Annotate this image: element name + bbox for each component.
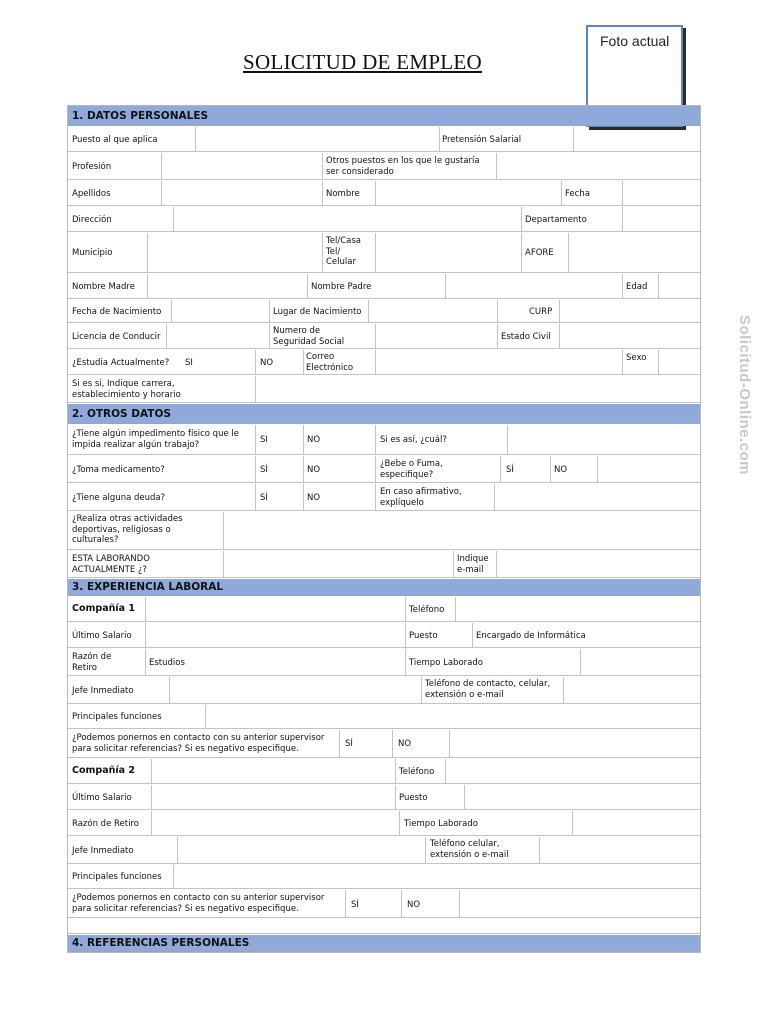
row-municipio <box>68 233 700 273</box>
row-salario-2 <box>68 785 700 810</box>
pretension-field[interactable] <box>574 130 698 148</box>
telefono-2-field[interactable] <box>446 762 698 780</box>
row-compania-2 <box>68 759 700 784</box>
row-referencias-2 <box>68 890 700 918</box>
application-form <box>67 105 701 953</box>
label-funciones-2: Principales funciones <box>72 872 162 882</box>
referencias-1-field[interactable] <box>450 733 698 754</box>
option-impedimento-no[interactable]: NO <box>307 435 321 445</box>
row-apellidos <box>68 181 700 206</box>
option-medicamento-no[interactable]: NO <box>307 465 321 475</box>
label-tiempo-laborado-1: Tiempo Laborado <box>409 658 483 668</box>
row-retiro-1 <box>68 649 700 676</box>
label-deuda: ¿Tiene alguna deuda? <box>72 493 166 503</box>
nss-field[interactable] <box>376 327 496 345</box>
label-lugar-nacimiento: Lugar de Nacimiento <box>273 307 362 317</box>
row-licencia <box>68 324 700 349</box>
licencia-field[interactable] <box>167 327 268 345</box>
label-funciones-1: Principales funciones <box>72 712 162 722</box>
label-estudia: ¿Estudia Actualmente? <box>72 358 170 368</box>
tel-contacto-1-field[interactable] <box>564 680 698 700</box>
jefe-2-field[interactable] <box>178 840 424 860</box>
apellidos-field[interactable] <box>162 184 321 202</box>
row-padres <box>68 274 700 299</box>
label-estado-civil: Estado Civil <box>501 332 551 342</box>
option-medicamento-si[interactable]: SÍ <box>260 465 268 475</box>
row-deuda <box>68 484 700 511</box>
label-compania-2: Compañía 2 <box>72 765 135 776</box>
label-razon-retiro-2: Razón de Retiro <box>72 819 139 829</box>
label-puesto-2: Puesto <box>399 793 428 803</box>
actividades-field[interactable] <box>224 515 698 546</box>
label-telefono-2: Teléfono <box>399 767 435 777</box>
sexo-field[interactable] <box>659 353 698 371</box>
section-referencias-personales: 4. REFERENCIAS PERSONALES <box>68 935 700 952</box>
label-jefe-1: Jefe Inmediato <box>72 686 134 696</box>
label-curp: CURP <box>529 307 553 317</box>
option-deuda-si[interactable]: SÍ <box>260 493 268 503</box>
label-correo: Correo Electrónico <box>306 352 354 373</box>
label-nombre-padre: Nombre Padre <box>311 282 372 292</box>
label-actividades: ¿Realiza otras actividades deportivas, religiosas o culturales? <box>72 514 183 545</box>
compania-1-field[interactable] <box>146 600 404 618</box>
label-razon-retiro-1: Razón de Retiro <box>72 652 112 673</box>
label-municipio: Municipio <box>72 248 113 258</box>
funciones-1-field[interactable] <box>206 708 698 725</box>
label-licencia: Licencia de Conducir <box>72 332 161 342</box>
label-nombre: Nombre <box>326 189 360 199</box>
label-profesion: Profesión <box>72 162 112 172</box>
row-estudia <box>68 350 700 375</box>
label-jefe-2: Jefe Inmediato <box>72 846 134 856</box>
label-puesto-1: Puesto <box>409 631 438 641</box>
estado-civil-field[interactable] <box>560 327 698 345</box>
puesto-field[interactable] <box>196 130 438 148</box>
option-bebe-no[interactable]: NO <box>554 465 568 475</box>
label-cual: Si es así, ¿cuál? <box>380 435 447 445</box>
row-referencias-1 <box>68 730 700 758</box>
correo-field[interactable] <box>376 353 621 371</box>
option-referencias-1-no[interactable]: NO <box>398 739 412 749</box>
label-fecha: Fecha <box>565 189 590 199</box>
row-impedimento <box>68 425 700 455</box>
option-estudia-no[interactable]: NO <box>260 358 274 368</box>
laborando-field[interactable] <box>224 554 452 574</box>
row-puesto <box>68 127 700 152</box>
tel-celular-2-field[interactable] <box>540 840 698 860</box>
funciones-2-field[interactable] <box>174 868 698 885</box>
curp-field[interactable] <box>560 303 698 319</box>
option-deuda-no[interactable]: NO <box>307 493 321 503</box>
telefono-field[interactable] <box>376 236 520 269</box>
label-bebe-fuma: ¿Bebe o Fuma, especifique? <box>380 459 443 480</box>
cual-field[interactable] <box>508 428 698 451</box>
label-referencias-2: ¿Podemos ponernos en contacto con su anterior supervisor para solicitar referencias? Si es negativo especifique. <box>72 893 325 914</box>
option-referencias-1-si[interactable]: SÍ <box>345 739 353 749</box>
compania-2-field[interactable] <box>152 762 394 780</box>
jefe-1-field[interactable] <box>170 680 420 700</box>
label-nombre-madre: Nombre Madre <box>72 282 135 292</box>
label-ultimo-salario-1: Último Salario <box>72 631 132 641</box>
fecha-nacimiento-field[interactable] <box>172 303 268 319</box>
option-bebe-si[interactable]: SÍ <box>506 465 514 475</box>
label-impedimento: ¿Tiene algún impedimento físico que le impida realizar algún trabajo? <box>72 429 239 450</box>
label-afore: AFORE <box>525 248 554 258</box>
label-ultimo-salario-2: Último Salario <box>72 793 132 803</box>
label-nss: Numero de Seguridad Social <box>273 326 345 347</box>
label-tiempo-laborado-2: Tiempo Laborado <box>404 819 478 829</box>
section-datos-personales: 1. DATOS PERSONALES <box>68 106 700 126</box>
label-puesto: Puesto al que aplica <box>72 135 158 145</box>
option-impedimento-si[interactable]: SI <box>260 435 268 445</box>
section-otros-datos: 2. OTROS DATOS <box>68 404 700 424</box>
razon-retiro-2-field[interactable] <box>152 814 398 832</box>
row-jefe-1 <box>68 677 700 704</box>
profesion-field[interactable] <box>162 156 321 176</box>
nombre-madre-field[interactable] <box>148 277 306 295</box>
carrera-field[interactable] <box>256 379 698 399</box>
label-fecha-nacimiento: Fecha de Nacimiento <box>72 307 162 317</box>
row-carrera <box>68 376 700 403</box>
ultimo-salario-2-field[interactable] <box>152 788 394 806</box>
email-field[interactable] <box>497 554 698 574</box>
afore-field[interactable] <box>569 236 698 269</box>
row-actividades <box>68 512 700 550</box>
row-jefe-2 <box>68 837 700 864</box>
row-compania-1 <box>68 597 700 622</box>
label-telefono: Tel/Casa Tel/ Celular <box>326 236 361 267</box>
otros-puestos-field[interactable] <box>497 156 698 176</box>
razon-retiro-1-value[interactable]: Estudios <box>149 658 185 668</box>
label-indique-email: Indique e-mail <box>457 554 489 575</box>
label-tel-contacto-1: Teléfono de contacto, celular, extensión o e-mail <box>425 679 551 700</box>
label-carrera: Si es si, Indique carrera, establecimiento y horario <box>72 379 181 400</box>
puesto-2-field[interactable] <box>465 788 698 806</box>
direccion-field[interactable] <box>174 210 520 228</box>
label-afirmativo: En caso afirmativo, explíquelo <box>380 487 462 508</box>
afirmativo-field[interactable] <box>495 487 698 507</box>
row-medicamento <box>68 456 700 483</box>
label-laborando: ESTA LABORANDO ACTUALMENTE ¿? <box>72 554 150 575</box>
label-compania-1: Compañía 1 <box>72 603 135 614</box>
row-funciones-1 <box>68 705 700 729</box>
label-telefono-1: Teléfono <box>409 605 445 615</box>
label-referencias-1: ¿Podemos ponernos en contacto con su anterior supervisor para solicitar referencias? Si es negativo especifique. <box>72 733 325 754</box>
fecha-field[interactable] <box>623 184 698 202</box>
option-referencias-2-si[interactable]: SÍ <box>351 900 359 910</box>
municipio-field[interactable] <box>148 236 321 269</box>
label-departamento: Departamento <box>525 215 587 225</box>
option-estudia-si[interactable]: SI <box>185 358 193 368</box>
edad-field[interactable] <box>659 277 698 295</box>
lugar-nacimiento-field[interactable] <box>369 303 496 319</box>
row-profesion <box>68 153 700 180</box>
label-medicamento: ¿Toma medicamento? <box>72 465 165 475</box>
label-pretension: Pretensión Salarial <box>442 135 522 145</box>
puesto-1-value[interactable]: Encargado de Informática <box>476 631 586 641</box>
option-referencias-2-no[interactable]: NO <box>407 900 421 910</box>
label-tel-celular-2: Teléfono celular, extensión o e-mail <box>430 839 509 860</box>
label-direccion: Dirección <box>72 215 112 225</box>
label-otros-puestos: Otros puestos en los que le gustaría ser considerado <box>326 156 480 177</box>
label-edad: Edad <box>626 282 648 292</box>
row-laborando <box>68 551 700 578</box>
watermark: Solicitud-Online.com <box>736 315 753 476</box>
ultimo-salario-1-field[interactable] <box>146 626 404 644</box>
row-spacer <box>68 919 700 934</box>
bebe-field[interactable] <box>598 459 698 479</box>
tiempo-laborado-1-field[interactable] <box>581 652 698 672</box>
tiempo-laborado-2-field[interactable] <box>573 814 698 832</box>
label-apellidos: Apellidos <box>72 189 111 199</box>
row-salario-1 <box>68 623 700 648</box>
photo-label: Foto actual <box>600 33 670 49</box>
label-sexo: Sexo <box>626 353 647 363</box>
nombre-padre-field[interactable] <box>446 277 621 295</box>
row-retiro-2 <box>68 811 700 836</box>
row-funciones-2 <box>68 865 700 889</box>
nombre-field[interactable] <box>376 184 560 202</box>
section-experiencia-laboral: 3. EXPERIENCIA LABORAL <box>68 579 700 596</box>
row-nacimiento <box>68 300 700 323</box>
page-title: SOLICITUD DE EMPLEO <box>243 50 483 74</box>
referencias-2-field[interactable] <box>460 893 698 914</box>
departamento-field[interactable] <box>623 210 698 228</box>
telefono-1-field[interactable] <box>456 600 698 618</box>
row-direccion <box>68 207 700 232</box>
